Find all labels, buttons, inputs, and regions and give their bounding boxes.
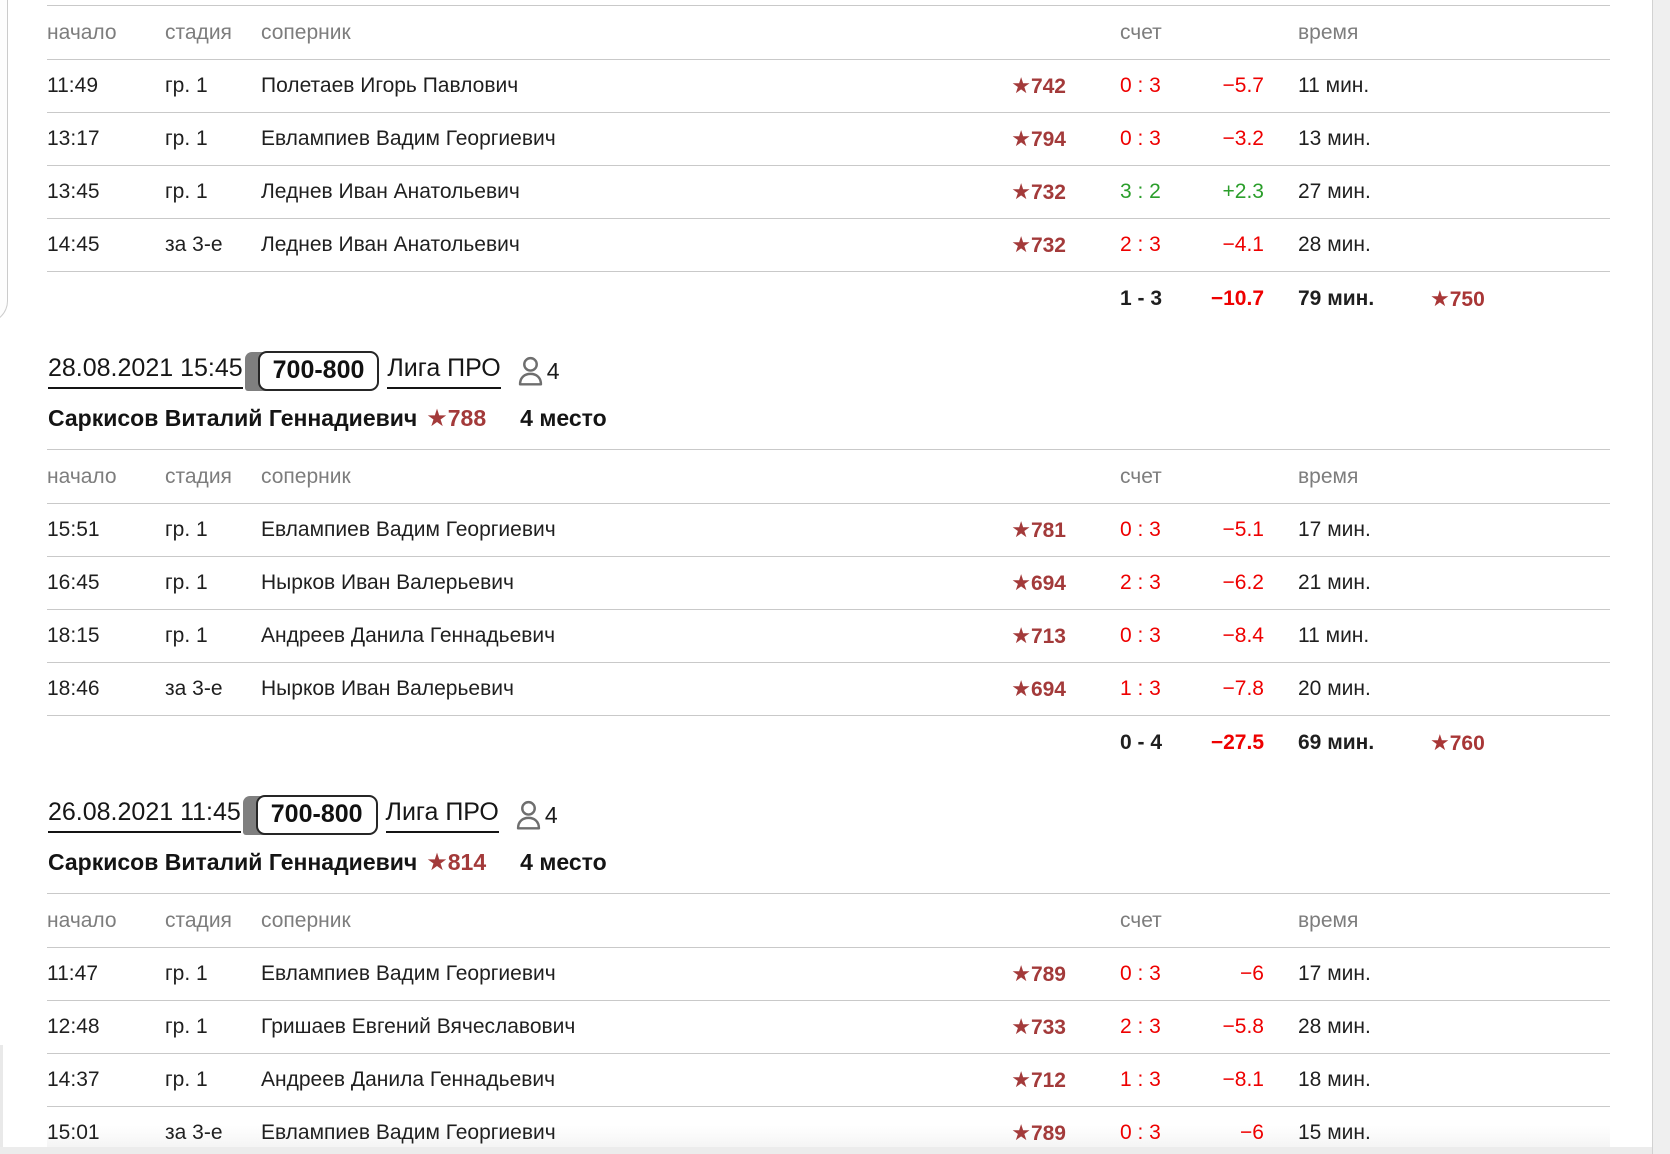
player-name: Саркисов Виталий Геннадиевич — [48, 848, 418, 875]
rating-delta: −5.1 — [1222, 518, 1264, 541]
match-score: 0 : 3 — [1120, 127, 1161, 150]
player-name: Саркисов Виталий Геннадиевич — [48, 404, 418, 431]
col-header-stage: стадия — [165, 20, 232, 44]
match-stage: гр. 1 — [165, 962, 208, 985]
opponent-rating — [956, 179, 1066, 205]
match-stage: гр. 1 — [165, 1015, 208, 1038]
summary-rating-delta: −27.5 — [1210, 730, 1264, 754]
table-header-row — [47, 894, 1610, 948]
opponent-rating-value: 712 — [1030, 1069, 1066, 1092]
opponent-rating — [956, 73, 1066, 99]
tournament-header — [48, 351, 1652, 391]
opponent-name: Андреев Данила Геннадьевич — [261, 1068, 556, 1091]
col-header-stage: стадия — [165, 464, 232, 488]
match-stage: за 3-е — [165, 233, 223, 256]
match-duration: 27 мин. — [1298, 180, 1371, 203]
match-row — [47, 948, 1610, 1001]
badge-label: 700-800 — [256, 795, 378, 835]
match-duration: 18 мин. — [1298, 1068, 1371, 1091]
match-start-time: 18:46 — [47, 677, 100, 700]
star-icon: ★ — [1011, 517, 1031, 542]
match-start-time: 13:45 — [47, 180, 100, 203]
star-icon: ★ — [1011, 1120, 1031, 1145]
opponent-rating — [956, 676, 1066, 702]
page-left-edge — [0, 1045, 3, 1147]
match-stage: гр. 1 — [165, 571, 208, 594]
col-header-opponent: соперник — [261, 908, 351, 932]
opponent-rating — [956, 1014, 1066, 1040]
opponent-rating — [956, 623, 1066, 649]
summary-avg-rating — [1430, 286, 1610, 312]
players-count — [517, 356, 560, 386]
star-icon: ★ — [1011, 1014, 1031, 1039]
match-duration: 20 мин. — [1298, 677, 1371, 700]
match-duration: 17 мин. — [1298, 518, 1371, 541]
match-row — [47, 610, 1610, 663]
col-header-time: время — [1298, 908, 1359, 932]
star-icon: ★ — [1011, 570, 1031, 595]
players-count — [515, 800, 558, 830]
table-header-row — [47, 450, 1610, 504]
opponent-rating — [956, 1067, 1066, 1093]
match-duration: 11 мин. — [1298, 624, 1370, 647]
rating-delta: −5.7 — [1222, 74, 1264, 97]
opponent-name: Леднев Иван Анатольевич — [261, 180, 520, 203]
opponent-name: Евлампиев Вадим Георгиевич — [261, 1121, 556, 1144]
opponent-name: Андреев Данила Геннадьевич — [261, 624, 556, 647]
player-line — [48, 845, 1652, 879]
match-start-time: 15:01 — [47, 1121, 100, 1144]
rating-delta: −6 — [1240, 962, 1264, 985]
rating-delta: −3.2 — [1222, 127, 1264, 150]
match-duration: 28 мин. — [1298, 1015, 1371, 1038]
person-icon — [517, 356, 544, 386]
player-rating-value: 814 — [447, 848, 487, 875]
opponent-name: Полетаев Игорь Павлович — [261, 74, 519, 97]
match-stage: гр. 1 — [165, 1068, 208, 1091]
summary-avg-rating-value: 750 — [1449, 287, 1485, 311]
rating-delta: −8.4 — [1222, 624, 1264, 647]
rating-delta: +2.3 — [1222, 180, 1264, 203]
match-score: 0 : 3 — [1120, 518, 1161, 541]
match-start-time: 18:15 — [47, 624, 100, 647]
match-start-time: 14:45 — [47, 233, 100, 256]
match-row — [47, 1001, 1610, 1054]
match-score: 0 : 3 — [1120, 74, 1161, 97]
col-header-time: время — [1298, 464, 1359, 488]
opponent-rating-value: 733 — [1030, 1016, 1066, 1039]
match-duration: 17 мин. — [1298, 962, 1371, 985]
col-header-start: начало — [47, 464, 117, 488]
scrollbar-track[interactable] — [1652, 0, 1670, 1154]
match-score: 1 : 3 — [1120, 1068, 1161, 1091]
star-icon: ★ — [1011, 1067, 1031, 1092]
person-icon — [515, 800, 542, 830]
opponent-rating — [956, 570, 1066, 596]
star-icon: ★ — [1011, 623, 1031, 648]
tournament-date-link[interactable]: 26.08.2021 11:45 — [48, 798, 241, 833]
opponent-name: Евлампиев Вадим Георгиевич — [261, 518, 556, 541]
summary-row — [47, 716, 1610, 769]
col-header-start: начало — [47, 908, 117, 932]
players-count-value: 4 — [546, 357, 560, 384]
col-header-opponent: соперник — [261, 20, 351, 44]
table-rows — [47, 60, 1610, 272]
rating-delta: −7.8 — [1222, 677, 1264, 700]
match-duration: 11 мин. — [1298, 74, 1370, 97]
match-start-time: 12:48 — [47, 1015, 100, 1038]
match-score: 1 : 3 — [1120, 677, 1161, 700]
matches-table — [47, 5, 1610, 325]
match-row — [47, 663, 1610, 716]
player-place: 4 место — [520, 848, 607, 875]
rating-delta: −6.2 — [1222, 571, 1264, 594]
match-row — [47, 113, 1610, 166]
opponent-rating — [956, 961, 1066, 987]
match-row — [47, 219, 1610, 272]
tournament-section — [0, 5, 1652, 325]
opponent-rating — [956, 1120, 1066, 1146]
col-header-stage: стадия — [165, 908, 232, 932]
summary-total-time: 79 мин. — [1298, 286, 1375, 310]
summary-avg-rating — [1430, 730, 1610, 756]
tournament-section — [0, 351, 1652, 769]
player-line — [48, 401, 1652, 435]
star-icon: ★ — [1011, 179, 1031, 204]
col-header-start: начало — [47, 20, 117, 44]
players-count-value: 4 — [544, 801, 558, 828]
col-header-time: время — [1298, 20, 1359, 44]
match-row — [47, 504, 1610, 557]
rating-delta: −6 — [1240, 1121, 1264, 1144]
rating-delta: −4.1 — [1222, 233, 1264, 256]
match-score: 3 : 2 — [1120, 180, 1161, 203]
rating-range-badge — [243, 795, 378, 835]
match-start-time: 11:47 — [47, 962, 98, 985]
player-rating — [426, 848, 486, 877]
player-rating — [426, 404, 486, 433]
summary-score: 1 - 3 — [1120, 286, 1163, 310]
rating-delta: −5.8 — [1222, 1015, 1264, 1038]
match-stage: гр. 1 — [165, 518, 208, 541]
matches-table — [47, 449, 1610, 769]
opponent-rating-value: 789 — [1030, 963, 1066, 986]
star-icon: ★ — [1011, 232, 1031, 257]
match-start-time: 16:45 — [47, 571, 100, 594]
star-icon: ★ — [1011, 676, 1031, 701]
table-rows — [47, 948, 1610, 1154]
col-header-score: счет — [1120, 20, 1162, 44]
match-score: 2 : 3 — [1120, 1015, 1161, 1038]
match-row — [47, 166, 1610, 219]
summary-row — [47, 272, 1610, 325]
table-header-row — [47, 6, 1610, 60]
league-link[interactable]: Лига ПРО — [387, 354, 500, 389]
match-start-time: 11:49 — [47, 74, 98, 97]
offscreen-panel-corner — [0, 0, 8, 323]
opponent-rating-value: 781 — [1030, 519, 1066, 542]
match-duration: 15 мин. — [1298, 1121, 1371, 1144]
match-start-time: 15:51 — [47, 518, 100, 541]
match-stage: гр. 1 — [165, 180, 208, 203]
summary-total-time: 69 мин. — [1298, 730, 1375, 754]
match-duration: 28 мин. — [1298, 233, 1371, 256]
opponent-rating-value: 732 — [1030, 181, 1066, 204]
match-score: 2 : 3 — [1120, 233, 1161, 256]
match-row — [47, 557, 1610, 610]
opponent-name: Леднев Иван Анатольевич — [261, 233, 520, 256]
tournament-section — [0, 795, 1652, 1154]
match-stage: гр. 1 — [165, 127, 208, 150]
summary-rating-delta: −10.7 — [1210, 286, 1264, 310]
matches-table — [47, 893, 1610, 1154]
player-rating-value: 788 — [447, 404, 487, 431]
match-duration: 13 мин. — [1298, 127, 1371, 150]
opponent-rating — [956, 232, 1066, 258]
match-score: 0 : 3 — [1120, 1121, 1161, 1144]
opponent-rating — [956, 126, 1066, 152]
opponent-name: Евлампиев Вадим Георгиевич — [261, 127, 556, 150]
league-link[interactable]: Лига ПРО — [386, 798, 499, 833]
table-rows — [47, 504, 1610, 716]
opponent-rating-value: 742 — [1030, 75, 1066, 98]
opponent-name: Гришаев Евгений Вячеславович — [261, 1015, 576, 1038]
match-row — [47, 1054, 1610, 1107]
star-icon: ★ — [1011, 961, 1031, 986]
opponent-rating-value: 732 — [1030, 234, 1066, 257]
match-score: 2 : 3 — [1120, 571, 1161, 594]
opponent-rating-value: 713 — [1030, 625, 1066, 648]
col-header-opponent: соперник — [261, 464, 351, 488]
match-start-time: 13:17 — [47, 127, 100, 150]
col-header-score: счет — [1120, 464, 1162, 488]
star-icon: ★ — [426, 848, 448, 876]
opponent-name: Нырков Иван Валерьевич — [261, 677, 514, 700]
star-icon: ★ — [426, 404, 448, 432]
opponent-rating-value: 694 — [1030, 678, 1066, 701]
tournament-date-link[interactable]: 28.08.2021 15:45 — [48, 354, 243, 389]
star-icon: ★ — [1011, 73, 1031, 98]
match-stage: за 3-е — [165, 1121, 223, 1144]
badge-label: 700-800 — [258, 351, 380, 391]
star-icon: ★ — [1430, 285, 1450, 311]
opponent-name: Евлампиев Вадим Георгиевич — [261, 962, 556, 985]
match-start-time: 14:37 — [47, 1068, 100, 1091]
opponent-rating-value: 794 — [1030, 128, 1066, 151]
rating-delta: −8.1 — [1222, 1068, 1264, 1091]
tournament-header — [48, 795, 1652, 835]
match-stage: гр. 1 — [165, 624, 208, 647]
page-bottom-edge — [0, 1147, 1670, 1154]
match-duration: 21 мин. — [1298, 571, 1371, 594]
summary-score: 0 - 4 — [1120, 730, 1163, 754]
summary-avg-rating-value: 760 — [1449, 731, 1485, 755]
col-header-score: счет — [1120, 908, 1162, 932]
match-stage: гр. 1 — [165, 74, 208, 97]
match-stage: за 3-е — [165, 677, 223, 700]
star-icon: ★ — [1011, 126, 1031, 151]
rating-range-badge — [245, 351, 380, 391]
opponent-rating-value: 789 — [1030, 1122, 1066, 1145]
match-score: 0 : 3 — [1120, 962, 1161, 985]
opponent-rating — [956, 517, 1066, 543]
star-icon: ★ — [1430, 729, 1450, 755]
match-row — [47, 60, 1610, 113]
player-place: 4 место — [520, 404, 607, 431]
match-score: 0 : 3 — [1120, 624, 1161, 647]
opponent-rating-value: 694 — [1030, 572, 1066, 595]
opponent-name: Нырков Иван Валерьевич — [261, 571, 514, 594]
